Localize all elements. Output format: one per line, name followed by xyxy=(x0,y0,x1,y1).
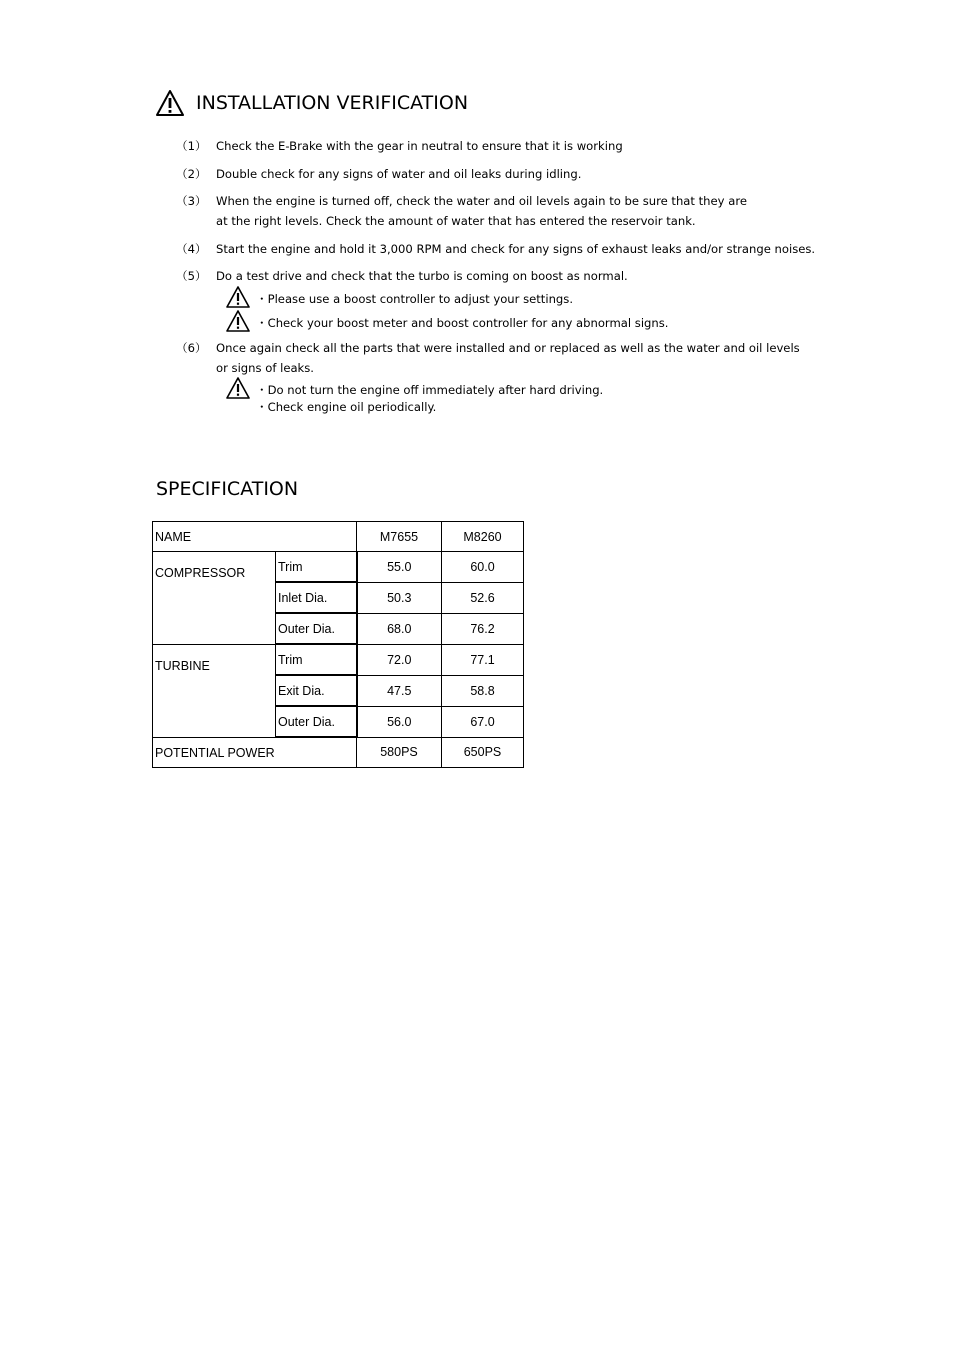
header-model-2: M8260 xyxy=(442,522,524,552)
row-value-1: 50.3 xyxy=(357,582,442,613)
step-text: When the engine is turned off, check the water and oil levels again to be sure that they are xyxy=(216,194,747,208)
step-text: or signs of leaks. xyxy=(216,361,314,375)
note-text: ・Check engine oil periodically. xyxy=(256,400,437,414)
step-text: Do a test drive and check that the turbo is coming on boost as normal. xyxy=(216,269,628,283)
note-text: ・Check your boost meter and boost controller for any abnormal signs. xyxy=(256,316,669,330)
step-text: Double check for any signs of water and oil leaks during idling. xyxy=(216,167,582,181)
power-value-1: 580PS xyxy=(357,737,442,768)
row-value-1: 72.0 xyxy=(357,644,442,675)
table-row xyxy=(153,522,524,552)
compressor-label: COMPRESSOR xyxy=(153,552,276,645)
step-number: （3） xyxy=(176,194,207,208)
note-engine-oil xyxy=(226,397,436,417)
power-label: POTENTIAL POWER xyxy=(153,737,357,768)
row-item: Inlet Dia. xyxy=(276,582,357,613)
step-number: （6） xyxy=(176,341,207,355)
header-name: NAME xyxy=(153,522,357,552)
step-number: （4） xyxy=(176,242,207,256)
row-item: Exit Dia. xyxy=(276,675,357,706)
turbine-label: TURBINE xyxy=(153,644,276,737)
row-value-2: 52.6 xyxy=(442,582,524,613)
row-value-2: 60.0 xyxy=(442,552,524,583)
note-boost-controller xyxy=(226,286,573,309)
specification-title: SPECIFICATION xyxy=(156,478,299,500)
step-number: （5） xyxy=(176,269,207,283)
row-item: Trim xyxy=(276,552,357,583)
step-number: （2） xyxy=(176,167,207,181)
header-model-1: M7655 xyxy=(357,522,442,552)
row-value-1: 68.0 xyxy=(357,613,442,644)
row-value-2: 76.2 xyxy=(442,613,524,644)
warning-icon xyxy=(226,310,250,332)
step-number: （1） xyxy=(176,139,207,153)
warning-icon xyxy=(226,286,250,308)
table-row xyxy=(153,644,524,675)
step-text: Start the engine and hold it 3,000 RPM and check for any signs of exhaust leaks and/or strange noises. xyxy=(216,242,816,256)
row-value-2: 67.0 xyxy=(442,706,524,737)
row-value-1: 56.0 xyxy=(357,706,442,737)
warning-icon xyxy=(226,377,250,399)
row-value-1: 47.5 xyxy=(357,675,442,706)
step-text: Once again check all the parts that were installed and or replaced as well as the water and oil levels xyxy=(216,341,800,355)
note-text: ・Please use a boost controller to adjust your settings. xyxy=(256,292,574,306)
installation-title-text: INSTALLATION VERIFICATION xyxy=(196,92,469,114)
step-text: Check the E-Brake with the gear in neutral to ensure that it is working xyxy=(216,139,623,153)
row-item: Outer Dia. xyxy=(276,613,357,644)
row-item: Outer Dia. xyxy=(276,706,357,737)
row-value-2: 58.8 xyxy=(442,675,524,706)
table-row xyxy=(153,737,524,768)
power-value-2: 650PS xyxy=(442,737,524,768)
note-text: ・Do not turn the engine off immediately after hard driving. xyxy=(256,383,604,397)
row-value-2: 77.1 xyxy=(442,644,524,675)
row-item: Trim xyxy=(276,644,357,675)
warning-icon xyxy=(156,89,184,117)
table-row xyxy=(153,552,524,583)
specification-table xyxy=(152,521,524,768)
step-text: at the right levels. Check the amount of water that has entered the reservoir tank. xyxy=(216,214,696,228)
installation-title xyxy=(156,89,468,117)
note-boost-meter xyxy=(226,310,668,333)
row-value-1: 55.0 xyxy=(357,552,442,583)
